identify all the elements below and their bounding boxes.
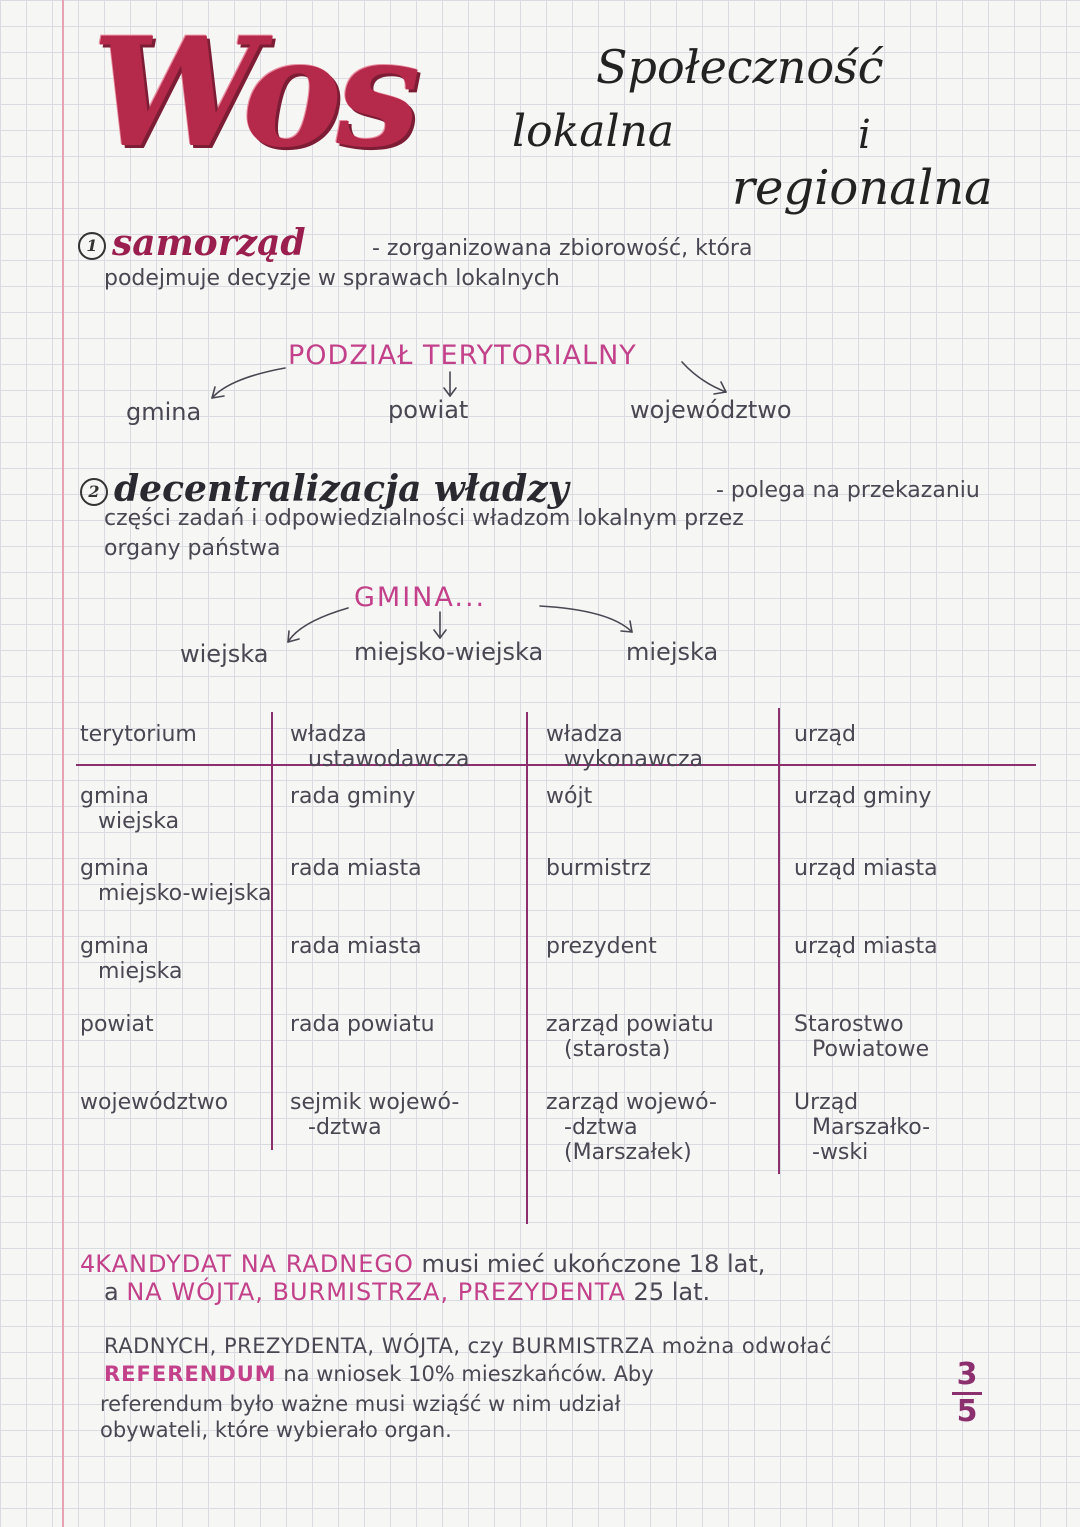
table-cell-line: burmistrz bbox=[546, 856, 651, 881]
referendum-line-3: referendum było ważne musi wziąść w nim udział bbox=[100, 1392, 621, 1416]
page-title: Wos bbox=[92, 5, 415, 181]
section-2-definition-line-2: części zadań i odpowiedzialności władzom lokalnym przez bbox=[104, 506, 744, 531]
table-cell bbox=[80, 784, 179, 834]
table-cell-line: urząd miasta bbox=[794, 934, 938, 959]
section-2-heading bbox=[80, 468, 569, 510]
table-cell bbox=[794, 934, 938, 959]
table-header-cell bbox=[80, 722, 197, 747]
table-cell bbox=[794, 784, 931, 809]
fraction-numerator: 3 bbox=[956, 1357, 978, 1392]
table-cell-line: miejska bbox=[98, 959, 183, 984]
table-cell-line: gmina bbox=[80, 934, 149, 959]
table-cell-line: urząd miasta bbox=[794, 856, 938, 881]
table-cell-line: miejsko-wiejska bbox=[98, 881, 272, 906]
subtitle-line-2: lokalna bbox=[512, 106, 675, 157]
section-1-term: samorząd bbox=[112, 222, 306, 264]
table-cell-line: Powiatowe bbox=[812, 1037, 930, 1062]
gmina-heading: GMINA... bbox=[354, 582, 487, 613]
podzial-item-powiat: powiat bbox=[388, 396, 469, 424]
table-column-rule bbox=[526, 712, 528, 1224]
subtitle-line-3: regionalna bbox=[732, 160, 993, 216]
arrow-to-wojewodztwo bbox=[682, 362, 726, 392]
referendum-line-2-rest: na wniosek 10% mieszkańców. Aby bbox=[276, 1362, 654, 1386]
fraction-denominator: 5 bbox=[956, 1394, 978, 1429]
table-cell-line: urząd gminy bbox=[794, 784, 932, 809]
table-cell-line: prezydent bbox=[546, 934, 657, 959]
section-2-definition-line-3: organy państwa bbox=[104, 536, 281, 561]
section-4-line-1 bbox=[80, 1250, 765, 1278]
table-cell-line: -dztwa bbox=[308, 1115, 382, 1140]
table-column-rule bbox=[778, 708, 780, 1174]
referendum-line-1: RADNYCH, PREZYDENTA, WÓJTA, czy BURMISTRZA można odwołać bbox=[104, 1334, 832, 1358]
table-cell bbox=[290, 934, 422, 959]
table-cell-line: zarząd powiatu bbox=[546, 1012, 714, 1037]
podzial-item-wojewodztwo: województwo bbox=[630, 396, 792, 424]
table-cell bbox=[80, 1012, 154, 1037]
referendum-keyword: REFERENDUM bbox=[104, 1362, 277, 1386]
table-header-cell-line: władza bbox=[290, 722, 367, 747]
section-2-definition-line-1: - polega na przekazaniu bbox=[716, 478, 980, 503]
table-header-cell bbox=[290, 722, 470, 772]
table-header-cell bbox=[546, 722, 703, 772]
section-1-heading bbox=[78, 222, 306, 264]
table-cell-line: rada miasta bbox=[290, 934, 422, 959]
table-cell-line: wiejska bbox=[98, 809, 180, 834]
table-cell bbox=[290, 784, 415, 809]
table-cell bbox=[546, 784, 592, 809]
table-cell bbox=[794, 856, 938, 881]
notebook-margin-line bbox=[62, 0, 64, 1527]
table-cell-line: gmina bbox=[80, 856, 149, 881]
table-cell-line: sejmik wojewó- bbox=[290, 1090, 460, 1115]
arrow-to-wiejska bbox=[288, 608, 348, 642]
podzial-heading: PODZIAŁ TERYTORIALNY bbox=[288, 340, 637, 371]
table-cell-line: województwo bbox=[80, 1090, 229, 1115]
table-cell bbox=[546, 1012, 714, 1062]
table-cell-line: Urząd bbox=[794, 1090, 859, 1115]
section-4-number: 4 bbox=[80, 1250, 96, 1278]
table-cell bbox=[794, 1090, 930, 1165]
gmina-type-miejsko-wiejska: miejsko-wiejska bbox=[354, 638, 544, 666]
referendum-line-2 bbox=[104, 1362, 654, 1386]
table-cell-line: zarząd wojewó- bbox=[546, 1090, 717, 1115]
table-cell-line: -dztwa bbox=[564, 1115, 638, 1140]
section-4-radny-rest: musi mieć ukończone 18 lat, bbox=[413, 1250, 766, 1278]
table-cell-line: -wski bbox=[812, 1140, 869, 1165]
section-2-number: 2 bbox=[80, 478, 108, 506]
section-4-prefix: a bbox=[104, 1278, 127, 1306]
table-header-cell-line: ustawodawcza bbox=[308, 747, 470, 772]
podzial-item-gmina: gmina bbox=[126, 398, 202, 426]
section-1-definition-line-1: - zorganizowana zbiorowość, która bbox=[372, 236, 753, 261]
table-column-rule bbox=[271, 712, 273, 1150]
section-2-term: decentralizacja władzy bbox=[114, 468, 569, 510]
table-header-cell-line: terytorium bbox=[80, 722, 197, 747]
table-cell-line: (Marszałek) bbox=[564, 1140, 692, 1165]
table-cell bbox=[290, 1012, 435, 1037]
table-cell bbox=[80, 856, 271, 906]
subtitle-line-1: Społeczność bbox=[596, 40, 884, 94]
table-cell-line: Marszałko- bbox=[812, 1115, 931, 1140]
section-4-wojt-caps: NA WÓJTA, BURMISTRZA, PREZYDENTA bbox=[126, 1278, 626, 1306]
table-cell bbox=[546, 856, 651, 881]
table-cell bbox=[80, 934, 183, 984]
table-cell bbox=[80, 1090, 228, 1115]
section-4-wojt-rest: 25 lat. bbox=[625, 1278, 711, 1306]
table-header-cell-line: wykonawcza bbox=[564, 747, 703, 772]
table-cell bbox=[546, 934, 657, 959]
table-cell bbox=[546, 1090, 717, 1165]
table-cell-line: (starosta) bbox=[564, 1037, 671, 1062]
section-1-number: 1 bbox=[78, 232, 106, 260]
section-1-definition-line-2: podejmuje decyzje w sprawach lokalnych bbox=[104, 266, 560, 291]
table-cell-line: rada gminy bbox=[290, 784, 416, 809]
gmina-type-wiejska: wiejska bbox=[180, 640, 269, 668]
table-cell bbox=[794, 1012, 929, 1062]
table-cell-line: Starostwo bbox=[794, 1012, 904, 1037]
arrow-to-miejska bbox=[540, 606, 632, 632]
section-4-radny-caps: KANDYDAT NA RADNEGO bbox=[95, 1250, 414, 1278]
table-cell-line: wójt bbox=[546, 784, 593, 809]
table-cell-line: rada powiatu bbox=[290, 1012, 435, 1037]
table-cell bbox=[290, 1090, 459, 1140]
subtitle-and: i bbox=[858, 112, 871, 158]
arrow-to-gmina bbox=[212, 368, 285, 398]
fraction-three-fifths bbox=[950, 1358, 984, 1429]
table-cell-line: powiat bbox=[80, 1012, 154, 1037]
table-header-cell-line: urząd bbox=[794, 722, 856, 747]
referendum-line-4: obywateli, które wybierało organ. bbox=[100, 1418, 452, 1442]
table-header-cell bbox=[794, 722, 856, 747]
table-cell-line: gmina bbox=[80, 784, 149, 809]
gmina-type-miejska: miejska bbox=[626, 638, 719, 666]
table-cell-line: rada miasta bbox=[290, 856, 422, 881]
table-cell bbox=[290, 856, 422, 881]
table-header-cell-line: władza bbox=[546, 722, 623, 747]
section-4-line-2 bbox=[104, 1278, 710, 1306]
